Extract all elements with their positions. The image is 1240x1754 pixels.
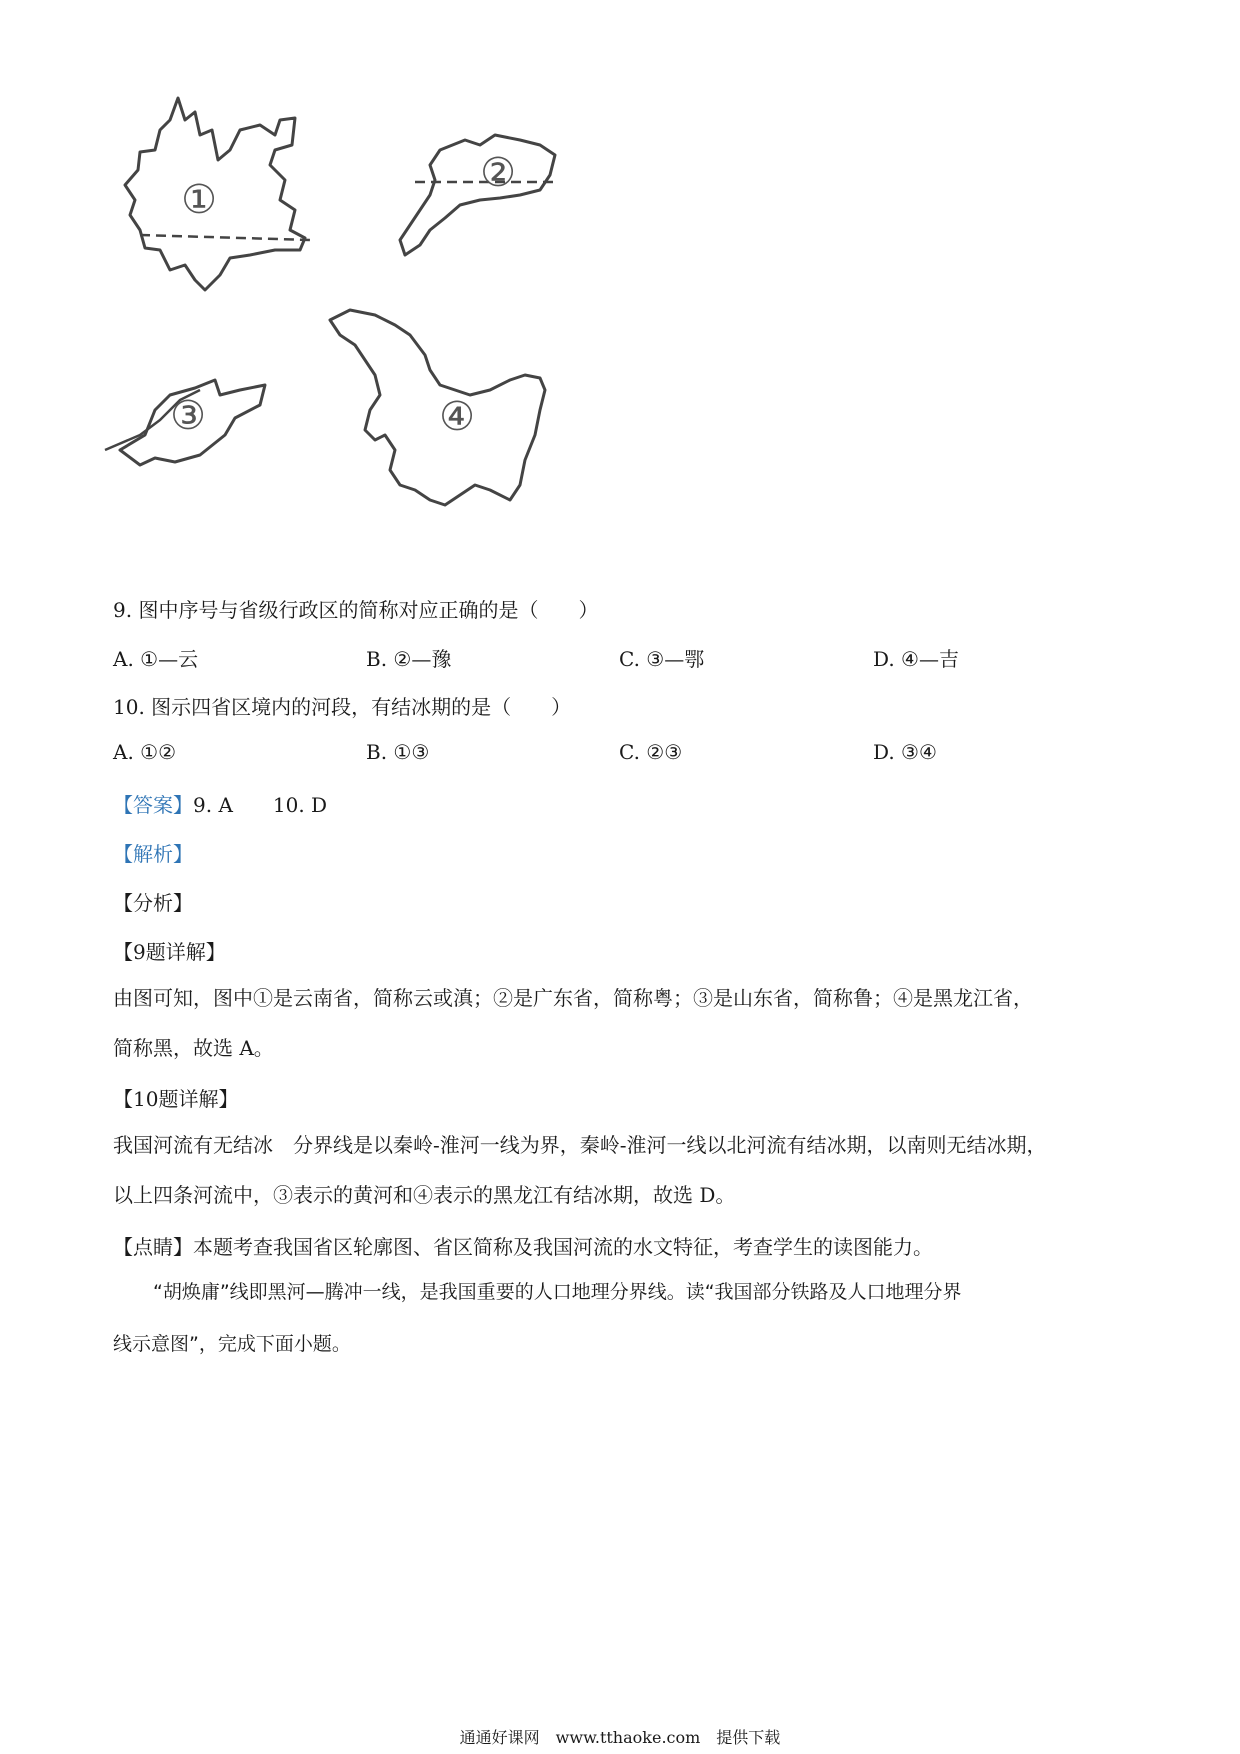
question-10-stem: 10. 图示四省区境内的河段，有结冰期的是（ ） xyxy=(113,695,572,719)
answer-text: 9. A 10. D xyxy=(193,793,328,817)
question-9-stem: 9. 图中序号与省级行政区的简称对应正确的是（ ） xyxy=(113,598,599,622)
question-9-detail-line-1: 由图可知，图中①是云南省，简称云或滇；②是广东省，简称粤；③是山东省，简称鲁；④是黑龙江省， xyxy=(113,986,1033,1010)
question-9-option-d: D. ④—吉 xyxy=(873,647,959,671)
next-intro-line-1: “胡焕庸”线即黑河—腾冲一线，是我国重要的人口地理分界线。读“我国部分铁路及人口地理分界 xyxy=(153,1281,962,1303)
question-10-option-c: C. ②③ xyxy=(619,740,683,764)
next-intro-line-2: 线示意图”，完成下面小题。 xyxy=(113,1333,351,1355)
map-label-3: ③ xyxy=(170,393,206,439)
question-10-detail-line-2: 以上四条河流中，③表示的黄河和④表示的黑龙江有结冰期，故选 D。 xyxy=(113,1183,736,1207)
question-10-detail-body xyxy=(113,1120,1125,1220)
question-9-option-a: A. ①—云 xyxy=(113,647,199,671)
map-label-1: ① xyxy=(181,177,217,223)
analysis-sub-heading: 【分析】 xyxy=(113,891,193,915)
answer-tag: 【答案】 xyxy=(113,793,193,817)
next-question-intro xyxy=(113,1266,1125,1370)
question-9-detail-body xyxy=(113,973,1125,1073)
map-dashed-line-1 xyxy=(140,235,310,240)
analysis-tag: 【解析】 xyxy=(113,842,193,866)
question-9-option-b: B. ②—豫 xyxy=(366,647,452,671)
question-10-option-d: D. ③④ xyxy=(873,740,937,764)
map-label-4: ④ xyxy=(439,394,475,440)
answer-line xyxy=(113,789,327,818)
question-10-detail-line-1: 我国河流有无结冰 分界线是以秦岭-淮河一线为界，秦岭-淮河一线以北河流有结冰期，以南则无结冰期， xyxy=(113,1133,1047,1157)
question-10-detail-heading: 【10题详解】 xyxy=(113,1087,239,1111)
question-9-detail-heading: 【9题详解】 xyxy=(113,940,226,964)
province-outline-maps xyxy=(100,90,660,570)
map-outline-2 xyxy=(400,135,555,255)
question-9-option-c: C. ③—鄂 xyxy=(619,647,705,671)
question-10-option-b: B. ①③ xyxy=(366,740,430,764)
question-10-option-a: A. ①② xyxy=(113,740,177,764)
page-footer: 通通好课网 www.tthaoke.com 提供下载 xyxy=(459,1728,781,1747)
map-outline-4 xyxy=(330,310,545,505)
key-point-note: 【点睛】本题考查我国省区轮廓图、省区简称及我国河流的水文特征，考查学生的读图能力。 xyxy=(113,1235,933,1259)
map-label-2: ② xyxy=(480,150,516,196)
question-9-detail-line-2: 简称黑，故选 A。 xyxy=(113,1036,274,1060)
